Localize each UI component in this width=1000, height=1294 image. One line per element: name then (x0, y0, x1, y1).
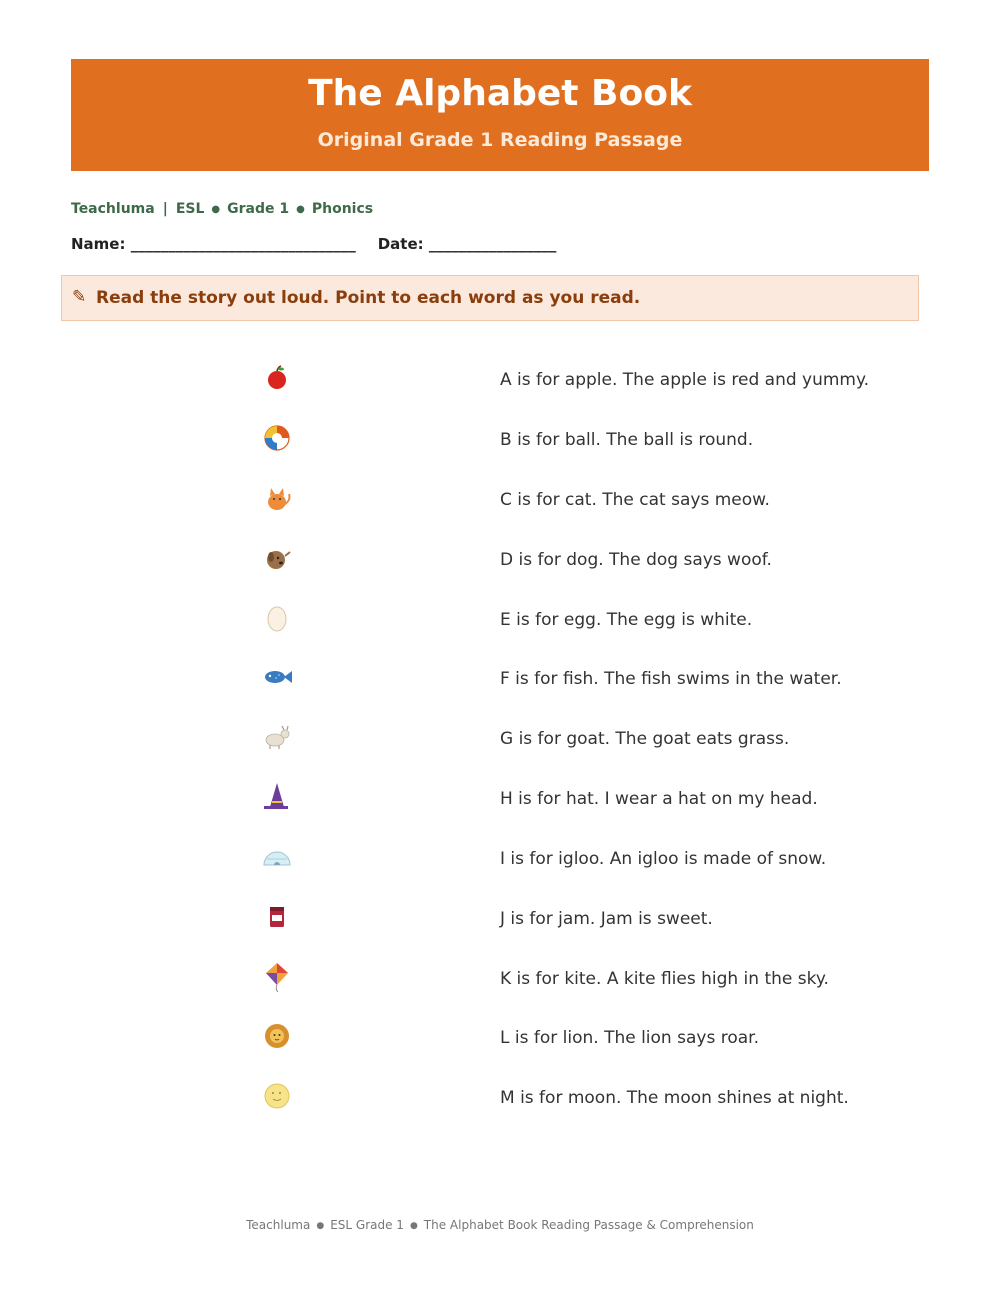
instruction-box (61, 275, 919, 321)
sentence-text: K is for kite. A kite flies high in the sky. (500, 969, 829, 989)
list-item (0, 729, 1000, 769)
title-banner (71, 59, 929, 171)
brand-label: Teachluma (71, 201, 155, 217)
sentence-text: G is for goat. The goat eats grass. (500, 729, 790, 749)
topic-label: Phonics (311, 201, 374, 217)
footer-course: ESL Grade 1 (330, 1218, 404, 1232)
page-subtitle: Original Grade 1 Reading Passage (317, 129, 683, 151)
igloo-icon (261, 841, 293, 873)
list-item (0, 1028, 1000, 1068)
footer-brand: Teachluma (246, 1218, 311, 1232)
grade-label: Grade 1 (227, 201, 290, 217)
sentence-text: E is for egg. The egg is white. (500, 610, 753, 630)
dog-icon (261, 542, 293, 574)
list-item (0, 550, 1000, 590)
kite-icon (261, 961, 293, 993)
list-item (0, 1088, 1000, 1128)
list-item (0, 430, 1000, 470)
sentence-text: J is for jam. Jam is sweet. (500, 909, 713, 929)
list-item (0, 789, 1000, 829)
sentence-text: F is for fish. The fish swims in the water. (500, 669, 842, 689)
meta-separator: | (162, 201, 168, 217)
list-item (0, 909, 1000, 949)
meta-bullet: ● (296, 204, 305, 215)
sentence-text: L is for lion. The lion says roar. (500, 1028, 759, 1048)
footer-bullet: ● (316, 1221, 325, 1231)
name-field[interactable]: Name: ______________________________ (71, 235, 356, 253)
apple-icon (261, 362, 293, 394)
sentence-text: C is for cat. The cat says meow. (500, 490, 770, 510)
sentence-text: I is for igloo. An igloo is made of snow. (500, 849, 827, 869)
list-item (0, 610, 1000, 650)
page-footer (0, 1218, 1000, 1232)
list-item (0, 849, 1000, 889)
meta-line (71, 201, 373, 217)
egg-icon (261, 602, 293, 634)
sentence-text: M is for moon. The moon shines at night. (500, 1088, 849, 1108)
moon-icon (261, 1080, 293, 1112)
instruction-text: Read the story out loud. Point to each word as you read. (96, 288, 641, 308)
list-item (0, 370, 1000, 410)
subject-label: ESL (175, 201, 205, 217)
list-item (0, 669, 1000, 709)
footer-bullet: ● (409, 1221, 418, 1231)
sentence-text: H is for hat. I wear a hat on my head. (500, 789, 818, 809)
list-item (0, 969, 1000, 1009)
footer-doc: The Alphabet Book Reading Passage & Comprehension (423, 1218, 754, 1232)
page-title: The Alphabet Book (308, 73, 692, 114)
meta-bullet: ● (211, 204, 221, 215)
sentence-text: A is for apple. The apple is red and yummy. (500, 370, 870, 390)
pencil-icon: ✎ (72, 287, 87, 307)
cat-icon (261, 482, 293, 514)
jam-icon (261, 901, 293, 933)
hat-icon (261, 781, 293, 813)
lion-icon (261, 1020, 293, 1052)
ball-icon (261, 422, 293, 454)
date-field[interactable]: Date: _________________ (377, 235, 557, 253)
sentence-text: B is for ball. The ball is round. (500, 430, 754, 450)
sentence-text: D is for dog. The dog says woof. (500, 550, 772, 570)
student-fields (71, 235, 556, 253)
fish-icon (261, 661, 293, 693)
goat-icon (261, 721, 293, 753)
list-item (0, 490, 1000, 530)
